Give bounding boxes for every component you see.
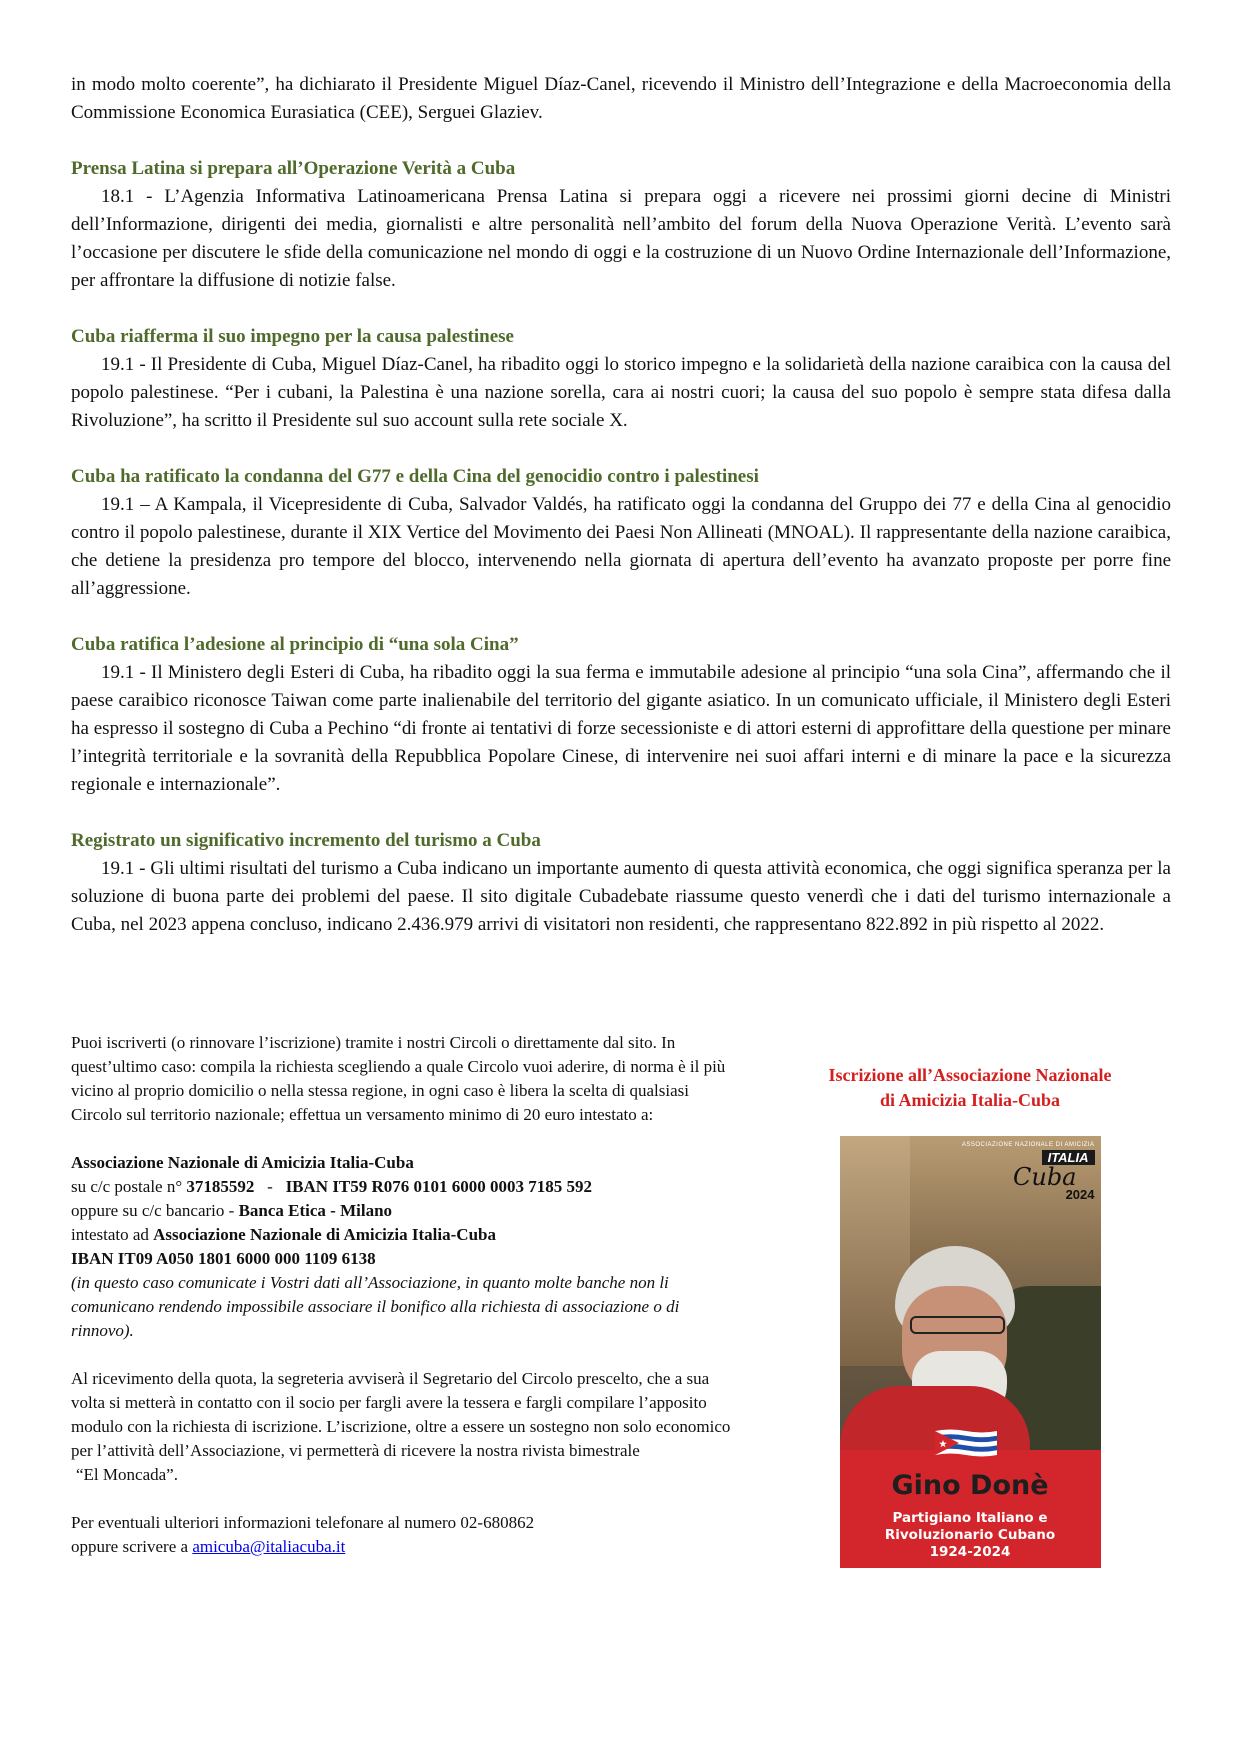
magazine-name: “El Moncada”.	[76, 1465, 178, 1484]
article-title: Cuba riafferma il suo impegno per la causa palestinese	[71, 326, 514, 347]
article-body: 19.1 - Il Ministero degli Esteri di Cuba, ha ribadito oggi la sua ferma e immutabile adesione al principio “una sola Cina”, affermando che il paese caraibico riconosce Taiwan come parte inalienabile del territorio del gigante asiatico. In un comunicato ufficiale, il Ministero degli Esteri ha espresso il sostegno di Cuba a Pechino “di fronte ai tentativi di forze secessioniste e di attori esterni di approfittare della questione per minare l’integrità territoriale e la sovranità della Repubblica Popolare Cinese, di intervenire nei suoi affari interni e di minare la pace e la sicurezza regionale e internazionale”.	[71, 662, 1171, 795]
subscribe-intro: Puoi iscriverti (o rinnovare l’iscrizione) tramite i nostri Circoli o direttamente dal sito. In quest’ultimo caso: compila la richiesta scegliendo a quale Circolo vuoi aderire, di norma è il più vicino al proprio domicilio o nella stessa regione, in ogni caso è libera la scelta di qualsiasi Circolo sul territorio nazionale; effettua un versamento minimo di 20 euro intestato a:	[71, 1033, 726, 1124]
contact-email-line: oppure scrivere a amicuba@italiacuba.it	[71, 1537, 346, 1556]
news-column	[71, 71, 1171, 967]
lead-paragraph: in modo molto coerente”, ha dichiarato il Presidente Miguel Díaz-Canel, ricevendo il Ministro dell’Integrazione e della Macroeconomia della Commissione Economica Eurasiatica (CEE), Serguei Glaziev.	[71, 74, 1171, 123]
membership-card-image	[840, 1136, 1101, 1568]
article-title: Registrato un significativo incremento del turismo a Cuba	[71, 830, 541, 851]
after-payment-text: Al ricevimento della quota, la segreteria avviserà il Segretario del Circolo prescelto, che a sua volta si metterà in contatto con il socio per fargli avere la tessera e fargli compilare l’apposito modulo con la richiesta di iscrizione. L’iscrizione, oltre a essere un sostegno non solo economico per l’attività dell’Associazione, vi permetterà di ricevere la nostra rivista bimestrale “El Moncada”.	[71, 1369, 731, 1484]
holder-name: Associazione Nazionale di Amicizia Italia-Cuba	[153, 1225, 496, 1244]
card-subtitle: Partigiano Italiano e Rivoluzionario Cubano 1924-2024	[884, 1510, 1056, 1560]
article-title: Cuba ratifica l’adesione al principio di “una sola Cina”	[71, 634, 519, 655]
article	[71, 155, 1171, 295]
article-body: 18.1 - L’Agenzia Informativa Latinoamericana Prensa Latina si prepara oggi a ricevere nei prossimi giorni decine di Ministri dell’Informazione, dirigenti dei media, giornalisti e altre personalità nell’ambito del forum della Nuova Operazione Verità. L’evento sarà l’occasione per discutere le sfide della comunicazione nel mondo di oggi e la costruzione di un Nuovo Ordine Internazionale dell’Informazione, per affrontare la diffusione di notizie false.	[71, 186, 1171, 291]
card-title-band	[840, 1450, 1101, 1568]
holder-line: intestato ad Associazione Nazionale di Amicizia Italia-Cuba	[71, 1225, 496, 1244]
org-name: Associazione Nazionale di Amicizia Italia-Cuba	[71, 1153, 414, 1172]
subscription-info	[71, 1031, 741, 1559]
sidebar-heading: Iscrizione all’Associazione Nazionale di Amicizia Italia-Cuba	[828, 1065, 1112, 1110]
article-body: 19.1 - Gli ultimi risultati del turismo a Cuba indicano un importante aumento di questa attività economica, che oggi significa speranza per la soluzione di buona parte dei problemi del paese. Il sito digitale Cubadebate riassume questo venerdì che i dati del turismo internazionale a Cuba, nel 2023 appena concluso, indicano 2.436.979 arrivi di visitatori non residenti, che rappresentano 822.892 in più rispetto al 2022.	[71, 858, 1171, 935]
italia-cuba-logo: ASSOCIAZIONE NAZIONALE DI AMICIZIA ITALIA Cuba 2024	[930, 1142, 1095, 1202]
bank-note: (in questo caso comunicate i Vostri dati all’Associazione, in quanto molte banche non li comunicano rendendo impossibile associare il bonifico alla richiesta di associazione o di rinnovo).	[71, 1273, 680, 1340]
membership-sidebar	[795, 1063, 1145, 1568]
postal-account-number: 37185592	[186, 1177, 255, 1196]
contact-phone-line: Per eventuali ulteriori informazioni telefonare al numero 02-680862	[71, 1513, 535, 1532]
email-link[interactable]: amicuba@italiacuba.it	[192, 1537, 346, 1556]
card-year: 2024	[1065, 1187, 1095, 1202]
article	[71, 323, 1171, 435]
article	[71, 631, 1171, 799]
bank-account-line: oppure su c/c bancario - Banca Etica - Milano	[71, 1201, 393, 1220]
postal-iban: IBAN IT59 R076 0101 6000 0003 7185 592	[285, 1177, 593, 1196]
bank-iban: IBAN IT09 A050 1801 6000 000 1109 6138	[71, 1249, 376, 1268]
article-body: 19.1 - Il Presidente di Cuba, Miguel Díaz-Canel, ha ribadito oggi lo storico impegno e la solidarietà della nazione caraibica con la causa del popolo palestinese. “Per i cubani, la Palestina è una nazione sorella, cara ai nostri cuori; la causa del suo popolo è sempre stata difesa dalla Rivoluzione”, ha scritto il Presidente sul suo account sulla rete sociale X.	[71, 354, 1171, 431]
card-title: Gino Donè	[891, 1470, 1049, 1501]
postal-account-line: su c/c postale n° 37185592 - IBAN IT59 R076 0101 6000 0003 7185 592	[71, 1177, 593, 1196]
cuban-flag-icon	[935, 1428, 997, 1458]
article	[71, 463, 1171, 603]
article-body: 19.1 – A Kampala, il Vicepresidente di Cuba, Salvador Valdés, ha ratificato oggi la condanna del Gruppo dei 77 e della Cina al genocidio contro il popolo palestinese, durante il XIX Vertice del Movimento dei Paesi Non Allineati (MNOAL). Il rappresentante della nazione caraibica, che detiene la presidenza pro tempore del blocco, intervenendo nella giornata di apertura dell’evento ha avanzato proposte per porre fine all’aggressione.	[71, 494, 1171, 599]
article-title: Prensa Latina si prepara all’Operazione Verità a Cuba	[71, 158, 516, 179]
article	[71, 827, 1171, 939]
bank-name: Banca Etica - Milano	[238, 1201, 393, 1220]
article-title: Cuba ha ratificato la condanna del G77 e della Cina del genocidio contro i palestinesi	[71, 466, 759, 487]
